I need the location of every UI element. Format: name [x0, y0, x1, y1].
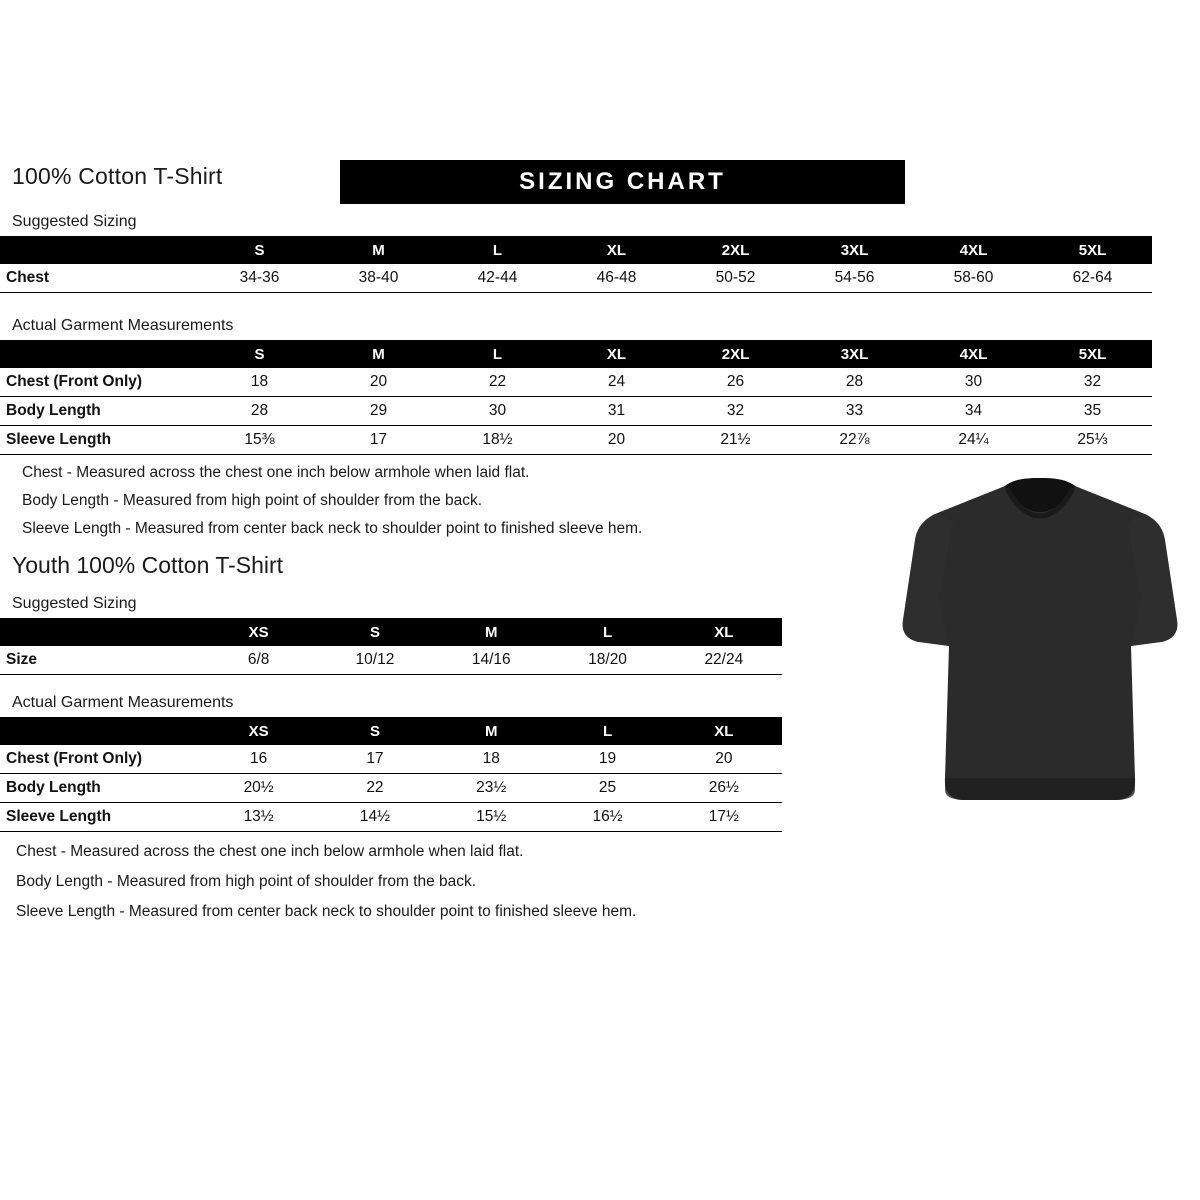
cell-bodylength-5xl: 35 [1033, 397, 1152, 426]
table-header-row [0, 618, 782, 646]
cell-bodylength-l: 25 [549, 774, 665, 803]
table-row [0, 803, 782, 832]
row-label-sleeve-length: Sleeve Length [0, 426, 200, 455]
col-head-l: L [549, 717, 665, 745]
cell-chestfront-4xl: 30 [914, 368, 1033, 397]
youth-actual-measurements-table [0, 717, 782, 832]
col-head-blank [0, 340, 200, 368]
table-row [0, 774, 782, 803]
col-head-4xl: 4XL [914, 340, 1033, 368]
cell-chestfront-2xl: 26 [676, 368, 795, 397]
cell-chestfront-s: 17 [317, 745, 433, 774]
col-head-2xl: 2XL [676, 340, 795, 368]
row-label-chest: Chest [0, 264, 200, 293]
cell-bodylength-3xl: 33 [795, 397, 914, 426]
cell-size-xs: 6/8 [201, 646, 317, 675]
youth-section-title: Youth 100% Cotton T-Shirt [12, 552, 284, 578]
cell-chestfront-l: 22 [438, 368, 557, 397]
adult-note-chest: Chest - Measured across the chest one inch below armhole when laid flat. [22, 464, 530, 481]
cell-chest-3xl: 54-56 [795, 264, 914, 293]
col-head-xl: XL [557, 340, 676, 368]
col-head-xl: XL [666, 618, 782, 646]
col-head-2xl: 2XL [676, 236, 795, 264]
col-head-s: S [317, 618, 433, 646]
col-head-blank [0, 236, 200, 264]
cell-chest-s: 34-36 [200, 264, 319, 293]
cell-bodylength-s: 28 [200, 397, 319, 426]
cell-sleeve-5xl: 25⅓ [1033, 426, 1152, 455]
row-label-body-length: Body Length [0, 774, 201, 803]
cell-bodylength-m: 29 [319, 397, 438, 426]
cell-sleeve-s: 15⅜ [200, 426, 319, 455]
table-row [0, 368, 1152, 397]
adult-actual-measurements-label: Actual Garment Measurements [12, 317, 234, 334]
cell-chest-xl: 46-48 [557, 264, 676, 293]
cell-sleeve-m: 17 [319, 426, 438, 455]
cell-size-m: 14/16 [433, 646, 549, 675]
col-head-m: M [433, 618, 549, 646]
adult-suggested-sizing-label: Suggested Sizing [12, 213, 137, 230]
table-header-row [0, 340, 1152, 368]
cell-bodylength-4xl: 34 [914, 397, 1033, 426]
cell-bodylength-2xl: 32 [676, 397, 795, 426]
col-head-xl: XL [557, 236, 676, 264]
adult-note-body-length: Body Length - Measured from high point of shoulder from the back. [22, 492, 483, 509]
cell-chestfront-s: 18 [200, 368, 319, 397]
youth-note-body-length: Body Length - Measured from high point of shoulder from the back. [16, 873, 477, 890]
col-head-s: S [317, 717, 433, 745]
table-header-row [0, 236, 1152, 264]
col-head-l: L [438, 340, 557, 368]
cell-chest-l: 42-44 [438, 264, 557, 293]
cell-chest-m: 38-40 [319, 264, 438, 293]
adult-section-title: 100% Cotton T-Shirt [12, 163, 223, 189]
tshirt-illustration [895, 478, 1185, 818]
cell-chest-4xl: 58-60 [914, 264, 1033, 293]
cell-size-xl: 22/24 [666, 646, 782, 675]
cell-bodylength-xs: 20½ [201, 774, 317, 803]
cell-sleeve-3xl: 22⅞ [795, 426, 914, 455]
adult-note-sleeve-length: Sleeve Length - Measured from center back neck to shoulder point to finished sleeve hem. [22, 520, 643, 537]
cell-chestfront-3xl: 28 [795, 368, 914, 397]
youth-note-sleeve-length: Sleeve Length - Measured from center back neck to shoulder point to finished sleeve hem. [16, 903, 637, 920]
row-label-sleeve-length: Sleeve Length [0, 803, 201, 832]
col-head-5xl: 5XL [1033, 236, 1152, 264]
col-head-s: S [200, 236, 319, 264]
adult-actual-measurements-table [0, 340, 1152, 455]
sizing-chart-banner [340, 160, 905, 204]
cell-size-s: 10/12 [317, 646, 433, 675]
col-head-l: L [549, 618, 665, 646]
table-row [0, 397, 1152, 426]
col-head-5xl: 5XL [1033, 340, 1152, 368]
col-head-blank [0, 717, 201, 745]
col-head-xs: XS [201, 717, 317, 745]
cell-size-l: 18/20 [549, 646, 665, 675]
cell-sleeve-l: 18½ [438, 426, 557, 455]
col-head-xl: XL [666, 717, 782, 745]
adult-suggested-sizing-table [0, 236, 1152, 293]
row-label-chest-front-only: Chest (Front Only) [0, 368, 200, 397]
youth-suggested-sizing-table [0, 618, 782, 675]
table-row [0, 426, 1152, 455]
sizing-chart-banner-label: SIZING CHART [519, 168, 726, 195]
cell-bodylength-xl: 26½ [666, 774, 782, 803]
cell-sleeve-xs: 13½ [201, 803, 317, 832]
col-head-blank [0, 618, 201, 646]
cell-chestfront-m: 20 [319, 368, 438, 397]
cell-chest-5xl: 62-64 [1033, 264, 1152, 293]
table-row [0, 646, 782, 675]
row-label-chest-front-only: Chest (Front Only) [0, 745, 201, 774]
cell-chest-2xl: 50-52 [676, 264, 795, 293]
row-label-body-length: Body Length [0, 397, 200, 426]
row-label-size: Size [0, 646, 201, 675]
col-head-s: S [200, 340, 319, 368]
cell-sleeve-xl: 17½ [666, 803, 782, 832]
table-header-row [0, 717, 782, 745]
col-head-m: M [433, 717, 549, 745]
cell-sleeve-l: 16½ [549, 803, 665, 832]
col-head-4xl: 4XL [914, 236, 1033, 264]
cell-chestfront-xl: 24 [557, 368, 676, 397]
cell-chestfront-m: 18 [433, 745, 549, 774]
col-head-xs: XS [201, 618, 317, 646]
col-head-m: M [319, 340, 438, 368]
col-head-l: L [438, 236, 557, 264]
cell-bodylength-s: 22 [317, 774, 433, 803]
cell-bodylength-l: 30 [438, 397, 557, 426]
col-head-3xl: 3XL [795, 236, 914, 264]
table-row [0, 264, 1152, 293]
cell-sleeve-2xl: 21½ [676, 426, 795, 455]
cell-chestfront-l: 19 [549, 745, 665, 774]
cell-bodylength-m: 23½ [433, 774, 549, 803]
cell-bodylength-xl: 31 [557, 397, 676, 426]
cell-sleeve-xl: 20 [557, 426, 676, 455]
youth-note-chest: Chest - Measured across the chest one inch below armhole when laid flat. [16, 843, 524, 860]
cell-sleeve-m: 15½ [433, 803, 549, 832]
cell-sleeve-4xl: 24¼ [914, 426, 1033, 455]
cell-chestfront-xs: 16 [201, 745, 317, 774]
table-row [0, 745, 782, 774]
youth-actual-measurements-label: Actual Garment Measurements [12, 694, 234, 711]
cell-sleeve-s: 14½ [317, 803, 433, 832]
cell-chestfront-5xl: 32 [1033, 368, 1152, 397]
tshirt-icon [895, 478, 1185, 818]
col-head-3xl: 3XL [795, 340, 914, 368]
youth-suggested-sizing-label: Suggested Sizing [12, 595, 137, 612]
col-head-m: M [319, 236, 438, 264]
cell-chestfront-xl: 20 [666, 745, 782, 774]
